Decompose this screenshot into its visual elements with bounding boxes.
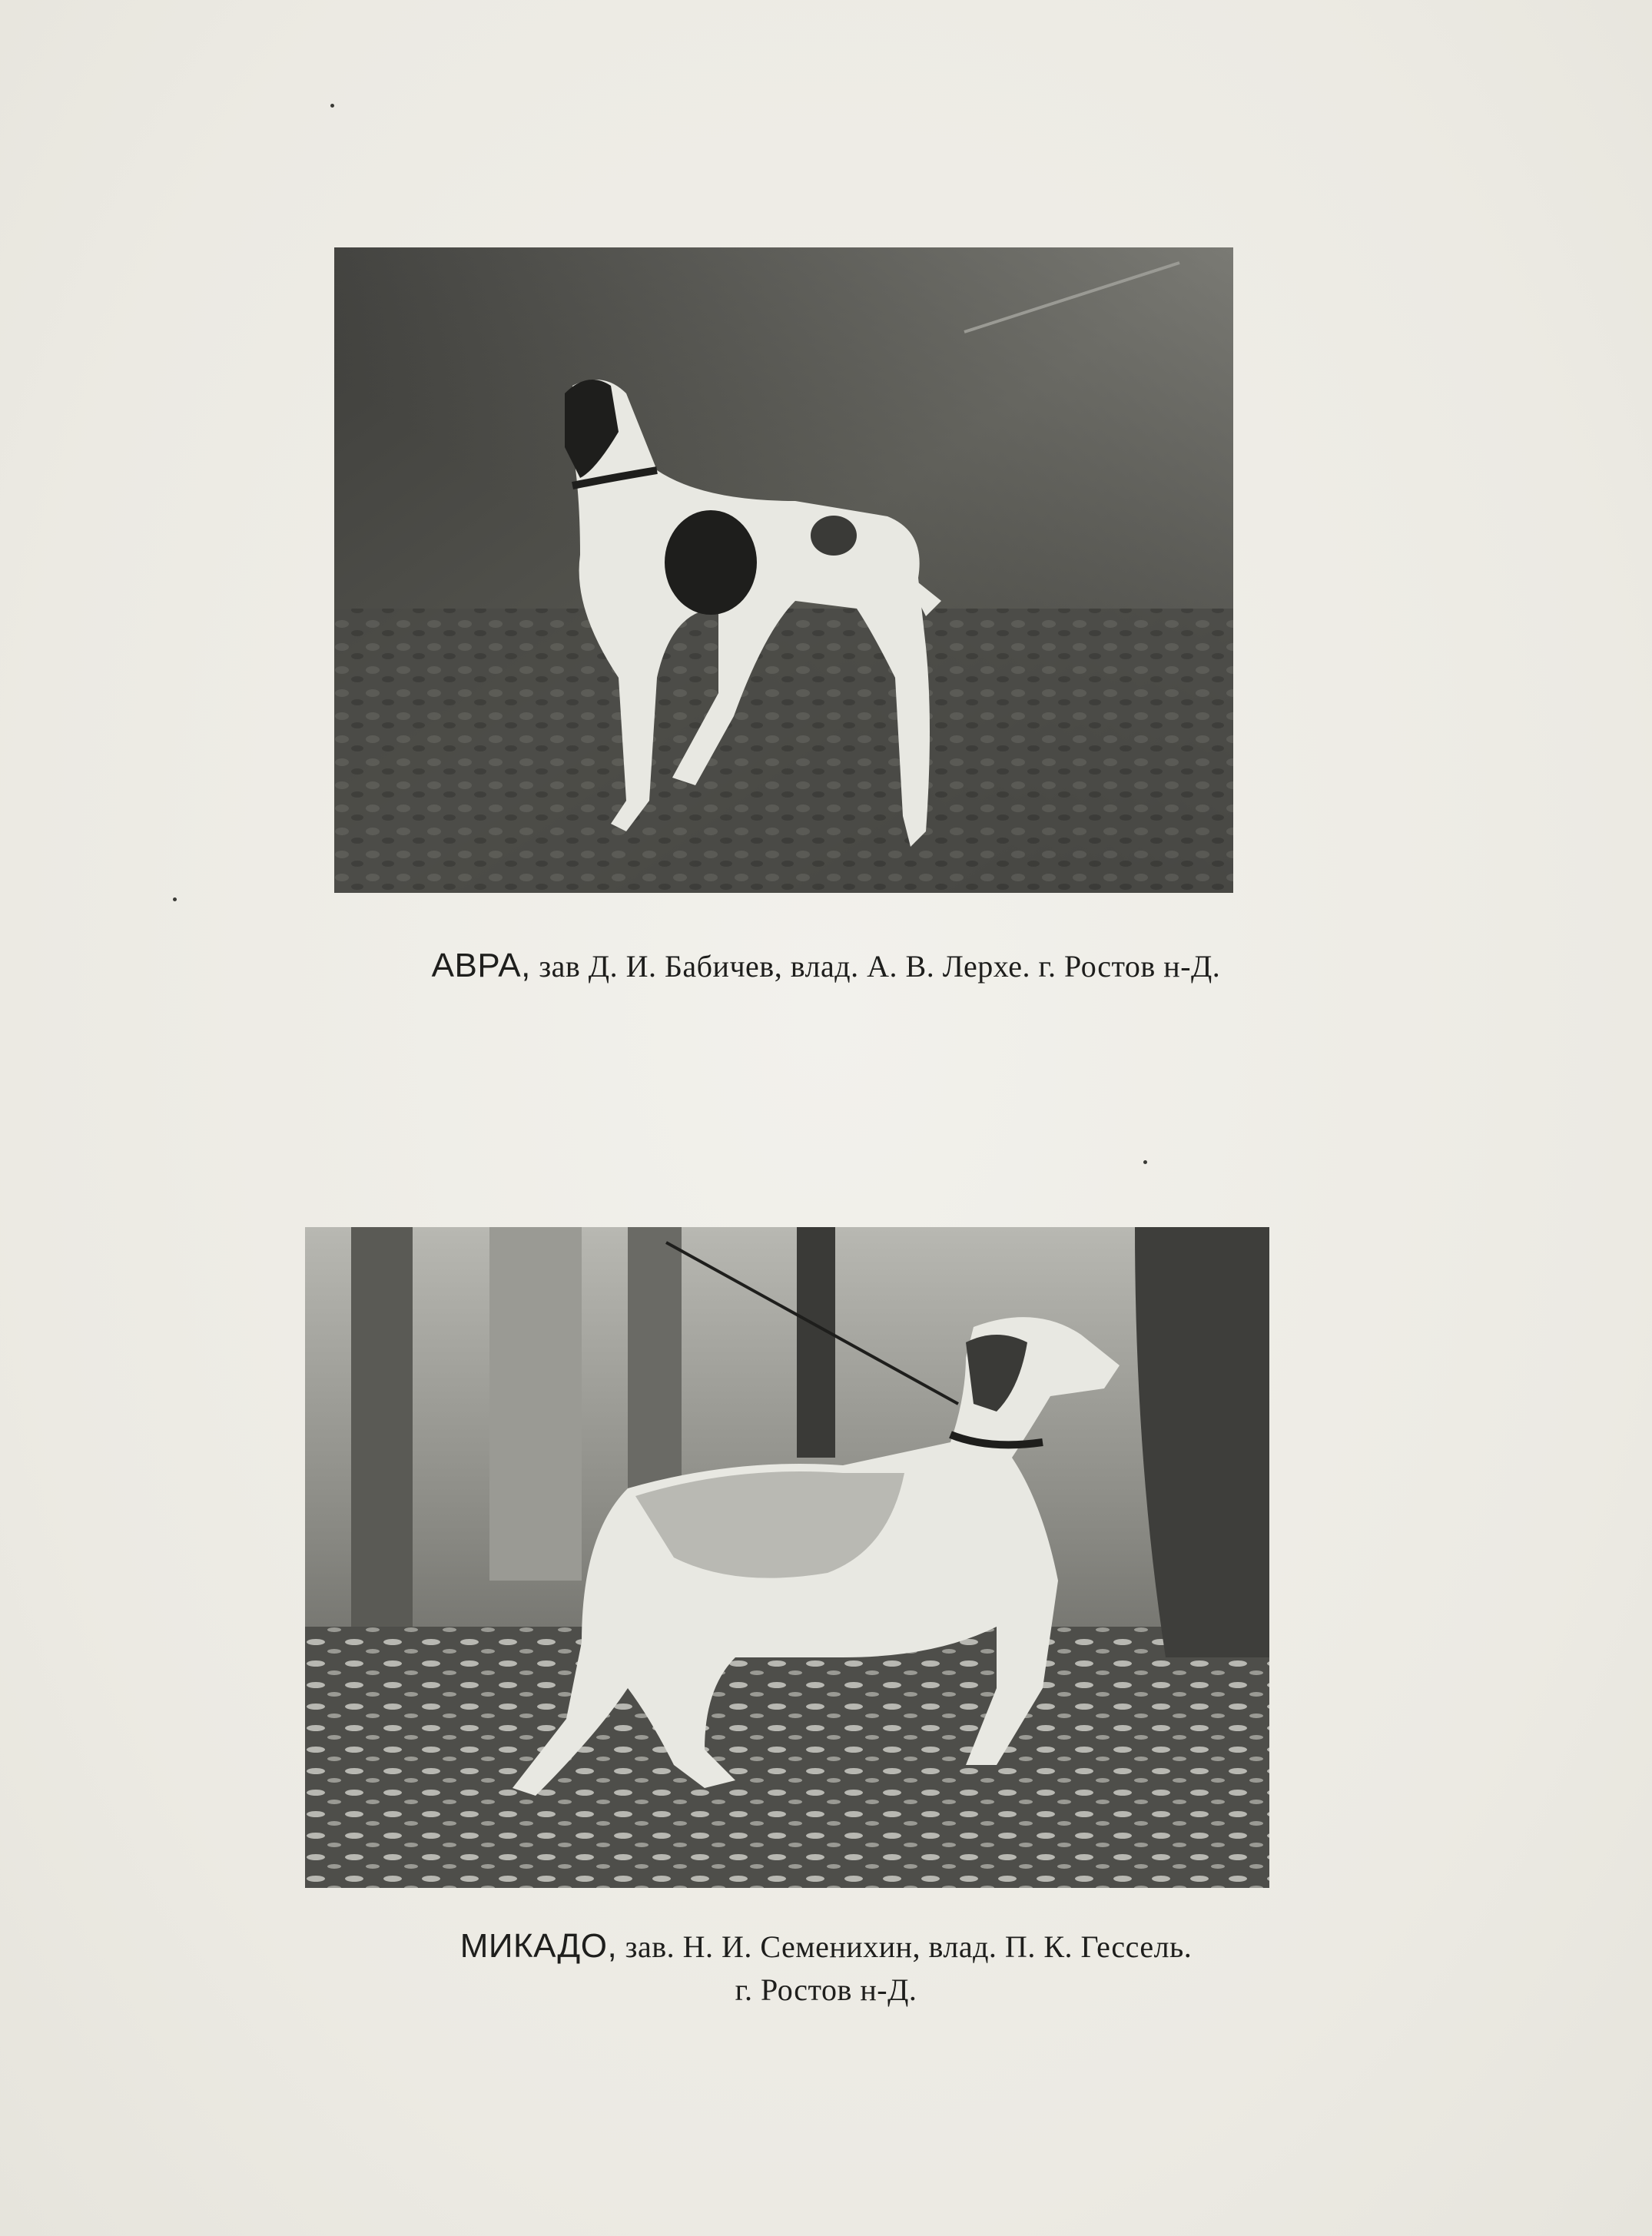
dog-pointer-illustration bbox=[334, 247, 1233, 893]
caption-line-2: г. Ростов н-Д. bbox=[735, 1972, 917, 2007]
caption-mikado bbox=[0, 1925, 1652, 2012]
caption-avra bbox=[0, 947, 1652, 985]
dog-name: МИКАДО, bbox=[459, 1927, 618, 1965]
caption-line-1 bbox=[0, 1925, 1652, 1969]
photo-mikado bbox=[305, 1227, 1269, 1888]
photo-avra bbox=[334, 247, 1233, 893]
dog-name: АВРА, bbox=[431, 947, 531, 984]
paper-speck bbox=[1143, 1160, 1147, 1164]
dog-pointer-illustration bbox=[305, 1227, 1269, 1888]
dog-details: зав Д. И. Бабичев, влад. А. В. Лерхе. г. Ростов н-Д. bbox=[539, 949, 1221, 984]
dog-details: зав. Н. И. Семенихин, влад. П. К. Гессель. bbox=[625, 1929, 1193, 1964]
paper-speck bbox=[173, 897, 177, 901]
paper-speck bbox=[330, 104, 334, 108]
